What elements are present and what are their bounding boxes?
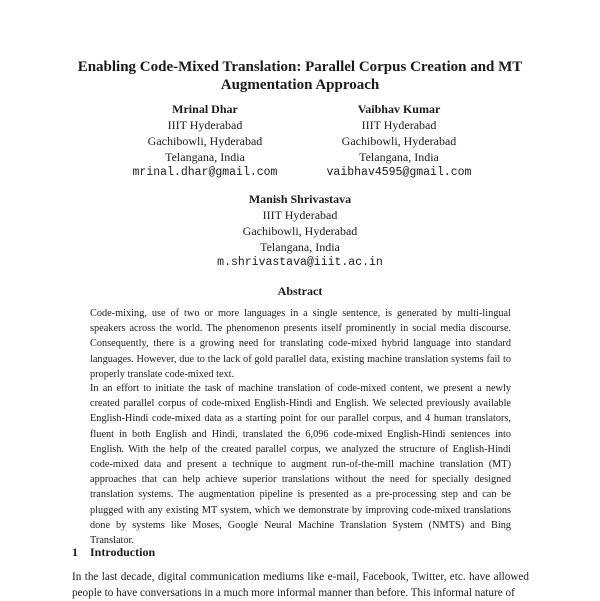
section-title: Introduction [90,545,156,559]
author-name: Manish Shrivastava [248,192,352,206]
author-address: Gachibowli, Hyderabad [341,134,457,148]
author-region: Telangana, India [260,240,340,254]
author-address: Gachibowli, Hyderabad [147,134,263,148]
body-paragraph: In the last decade, digital communication mediums like e-mail, Facebook, Twitter, etc. have allowed people to have conversations in a much more informal manner than before. This informal nature of [72,571,529,599]
author-block [304,101,494,181]
author-region: Telangana, India [359,150,439,164]
author-email[interactable]: vaibhav4595@gmail.com [326,166,472,179]
author-email[interactable]: mrinal.dhar@gmail.com [132,166,278,179]
author-affiliation: IIIT Hyderabad [167,118,243,132]
author-name: Mrinal Dhar [172,102,238,116]
author-affiliation: IIIT Hyderabad [361,118,437,132]
author-block [205,191,395,271]
abstract-paragraph: In an effort to initiate the task of machine translation of code-mixed content, we present a newly created parallel corpus of code-mixed English-Hindi and English. We selected previously available English-Hindi code-mixed data as a starting point for our parallel corpus, and 4 human translators, fluent in both English and Hindi, translated the 6,096 code-mixed English-Hindi sentences into English. With the help of the created parallel corpus, we analyzed the structure of English-Hindi code-mixed data and present a technique to augment run-of-the-mill machine translation (MT) approaches that can help achieve superior translations without the need for specially designed translation systems. The augmentation pipeline is presented as a pre-processing step and can be plugged with any existing MT system, which we demonstrate by improving code-mixed translations done by systems like Moses, Google Neural Machine Translation System (NMTS) and Bing Translator. [90,383,511,547]
author-region: Telangana, India [165,150,245,164]
abstract-heading: Abstract [277,284,323,298]
author-email[interactable]: m.shrivastava@iiit.ac.in [217,256,383,269]
author-block [110,101,300,181]
paper-title: Enabling Code-Mixed Translation: Parallel Corpus Creation and MT Augmentation Approach [77,59,523,93]
author-affiliation: IIIT Hyderabad [262,208,338,222]
section-number: 1 [72,545,78,559]
author-name: Vaibhav Kumar [357,102,441,116]
section-heading [72,545,155,560]
author-address: Gachibowli, Hyderabad [242,224,358,238]
abstract-paragraph: Code-mixing, use of two or more languages in a single sentence, is generated by multi-lingual speakers across the world. The phenomenon presents itself prominently in social media discourse. Consequently, there is a growing need for translating code-mixed hybrid language into standard languages. However, due to the lack of gold parallel data, existing machine translation systems fail to properly translate code-mixed text. [90,308,511,380]
